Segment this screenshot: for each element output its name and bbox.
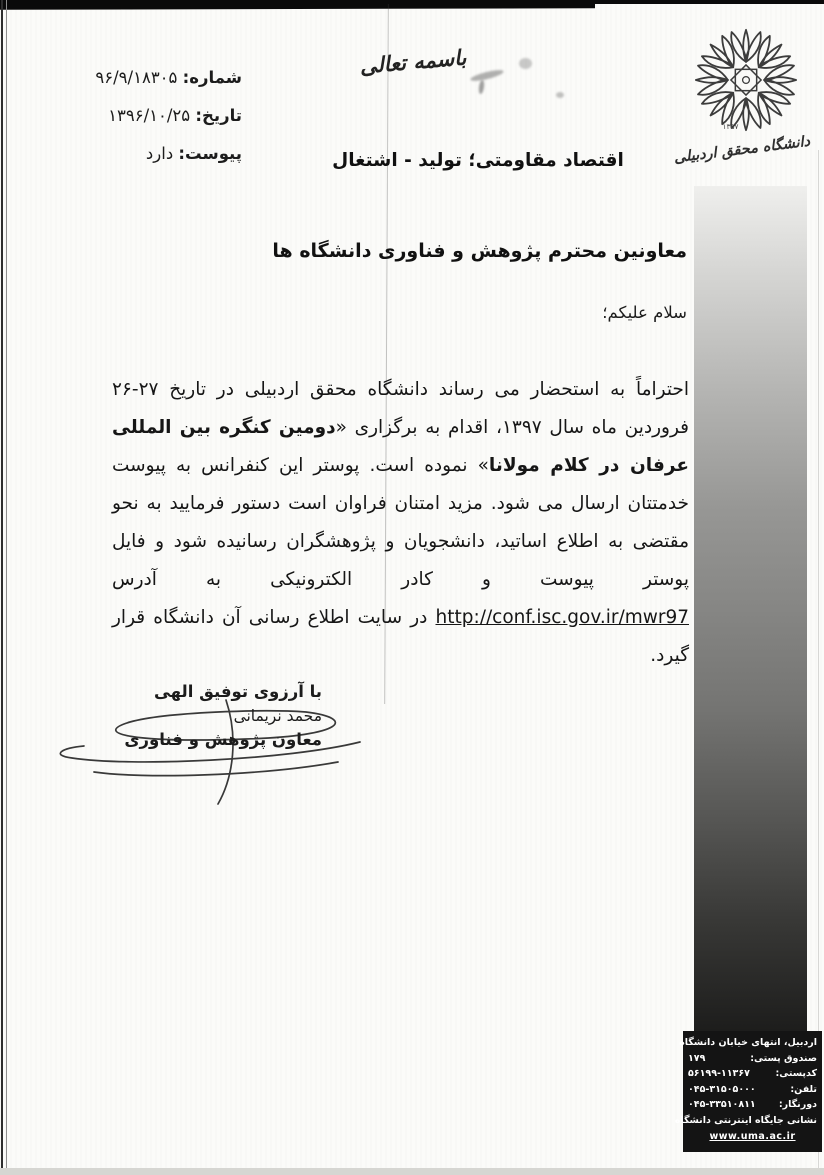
- fax-value: ۰۴۵-۳۳۵۱۰۸۱۱: [688, 1099, 756, 1111]
- letter-number-label: شماره:: [182, 68, 242, 87]
- phone-label: تلفن:: [790, 1083, 817, 1095]
- letter-attachment-label: پیوست:: [178, 144, 242, 163]
- letter-meta-block: [20, 68, 242, 182]
- ink-smudge: [519, 58, 532, 69]
- university-name-calligraphy: دانشگاه محقق اردبیلی: [673, 133, 811, 167]
- signer-title: معاون پژوهش و فناوری: [124, 730, 322, 749]
- scan-top-edge-thick: [0, 0, 595, 10]
- contact-info-box: [674, 1031, 822, 1152]
- pobox-value: ۱۷۹: [688, 1052, 706, 1064]
- recipient-line: معاونین محترم پژوهش و فناوری دانشگاه ها: [272, 240, 687, 262]
- university-emblem-icon: [682, 16, 810, 144]
- ink-smudge: [556, 92, 564, 98]
- ink-smudge: [478, 80, 485, 95]
- pobox-label: صندوق پستی:: [750, 1052, 817, 1064]
- bismillah-calligraphy: باسمه تعالی: [358, 45, 468, 79]
- body-text-segment-2: » نموده است. پوستر این کنفرانس به پیوست خدمتتان ارسال می شود. مزید امتنان فراوان است دستور فرمایید به نحو مقتضی به اطلاع اساتید، دانشجویان و پژوهشگران رسانیده شود و فایل پوستر پیوست و کادر الکترونیکی به آدرس: [112, 454, 689, 590]
- address-line: اردبیل، انتهای خیابان دانشگاه: [679, 1037, 817, 1048]
- salutation-line: سلام علیکم؛: [602, 303, 687, 322]
- emblem-year-text: ۱۳۵۷: [722, 122, 739, 132]
- letter-date-row: [20, 106, 242, 125]
- postal-code-value: ۵۶۱۹۹-۱۱۳۶۷: [688, 1068, 750, 1080]
- postal-code-row: [688, 1068, 817, 1079]
- body-text-segment-1: احتراماً به استحضار می رساند دانشگاه محقق اردبیلی در تاریخ ۲۷-۲۶ فروردین ماه سال ۱۳۹۷، اقدام به برگزاری «: [112, 378, 690, 438]
- letter-attachment-row: [20, 144, 242, 163]
- postal-code-label: کدپستی:: [775, 1068, 817, 1080]
- university-website-link[interactable]: www.uma.ac.ir: [709, 1130, 796, 1142]
- fax-row: [688, 1099, 817, 1110]
- phone-row: [688, 1084, 817, 1095]
- fax-label: دورنگار:: [778, 1099, 817, 1111]
- scan-left-edge-line-2: [6, 0, 7, 1175]
- conference-url-link[interactable]: http://conf.isc.gov.ir/mwr97: [435, 606, 689, 628]
- year-slogan: اقتصاد مقاومتی؛ تولید - اشتغال: [332, 150, 624, 171]
- scan-left-edge-line: [1, 0, 3, 1175]
- ink-smudge: [470, 68, 505, 83]
- scan-right-edge-line: [818, 150, 819, 1170]
- signature-block: [58, 680, 322, 752]
- signature-wish-line: با آرزوی توفیق الهی: [153, 682, 322, 701]
- congress-title-bold: دومین کنگره بین المللی عرفان در کلام مولانا: [112, 416, 689, 476]
- letter-attachment-value: دارد: [145, 144, 174, 163]
- body-text-segment-3: در سایت اطلاع رسانی آن دانشگاه قرار گیرد.: [112, 606, 689, 666]
- letter-body-paragraph: [112, 371, 689, 675]
- signer-name: محمد نریمانی: [233, 707, 322, 725]
- scan-gradient-shadow: [694, 186, 807, 1031]
- letter-number-value: ۹۶/۹/۱۸۳۰۵: [95, 68, 178, 87]
- phone-value: ۰۴۵-۳۱۵۰۵۰۰۰: [688, 1083, 756, 1095]
- website-caption: نشانی جایگاه اینترنتی دانشگاه: [674, 1114, 817, 1126]
- letter-date-label: تاریخ:: [195, 106, 242, 125]
- letter-number-row: [20, 68, 242, 87]
- letter-date-value: ۱۳۹۶/۱۰/۲۵: [108, 106, 191, 125]
- scan-bottom-edge: [0, 1168, 824, 1175]
- pobox-row: [688, 1053, 817, 1064]
